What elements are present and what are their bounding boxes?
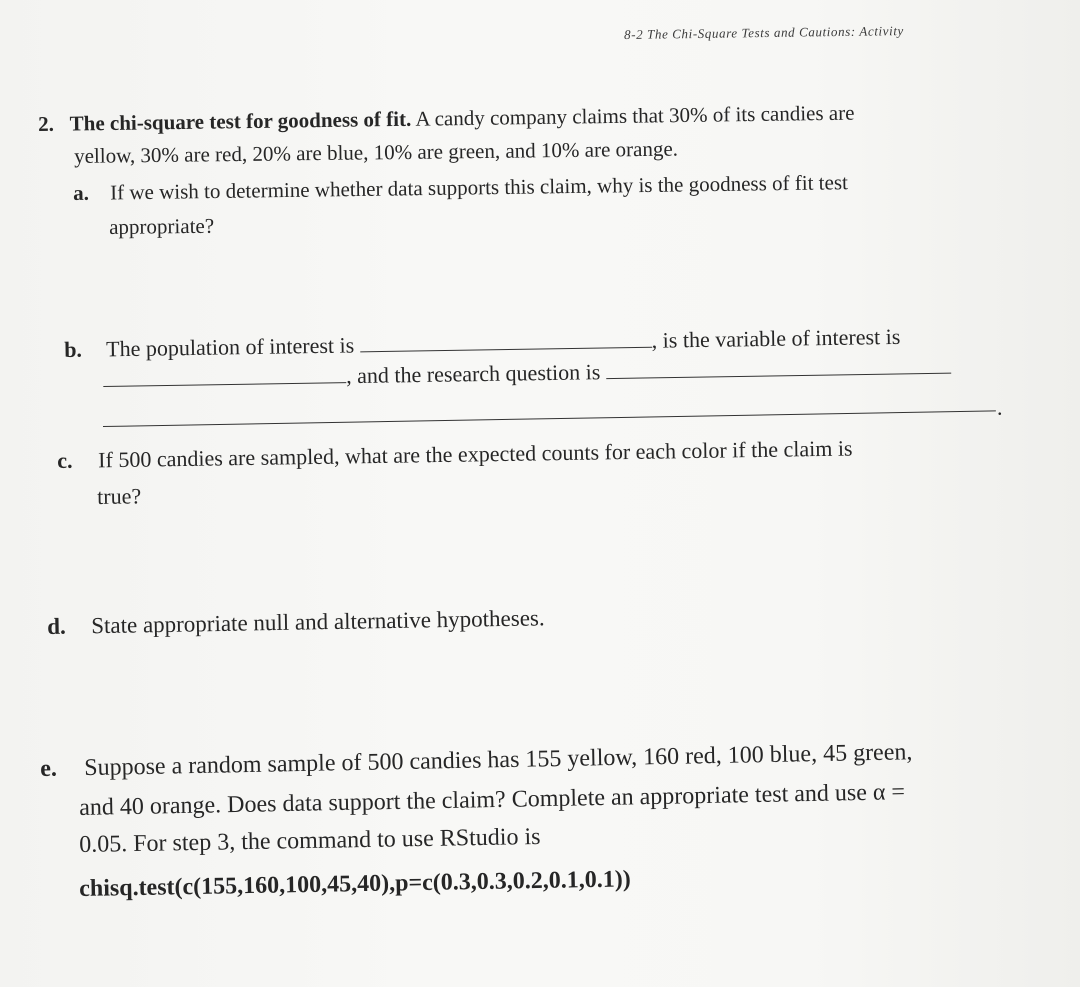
variable-blank[interactable]: [103, 381, 346, 387]
running-header: 8-2 The Chi-Square Tests and Cautions: Activity: [624, 23, 904, 42]
part-e-line-2: [79, 779, 905, 822]
part-b-text-3: , and the research question is: [345, 359, 601, 389]
rstudio-command-text: chisq.test(c(155,160,100,45,40),p=c(0.3,0.3,0.2,0.1,0.1)): [79, 866, 631, 902]
part-c-text-1: If 500 candies are sampled, what are the expected counts for each color if the claim is: [97, 435, 853, 473]
question-intro-line-2: [74, 137, 678, 169]
research-question-blank-2[interactable]: [103, 410, 996, 427]
part-d-line-1: [47, 605, 545, 640]
part-d-text-1: State appropriate null and alternative hypotheses.: [90, 605, 545, 639]
rstudio-command: [79, 866, 631, 903]
part-e-line-3: [79, 824, 541, 859]
part-e-label: e.: [40, 755, 58, 782]
part-a-line-1: [73, 170, 848, 206]
question-title-line: [38, 101, 855, 137]
population-blank[interactable]: [360, 346, 652, 353]
part-e-text-1: Suppose a random sample of 500 candies has 155 yellow, 160 red, 100 blue, 45 green,: [83, 739, 913, 782]
question-title: The chi-square test for goodness of fit.: [69, 106, 412, 136]
part-a-text-1: If we wish to determine whether data supports this claim, why is the goodness of fit test: [109, 170, 849, 205]
research-question-blank-1[interactable]: [606, 372, 951, 379]
part-b-text-1: The population of interest is: [105, 332, 355, 362]
part-a-label: a.: [73, 180, 90, 205]
part-c-line-1: [57, 436, 853, 474]
part-a-line-2: [109, 214, 214, 240]
part-e-text-3: 0.05. For step 3, the command to use RStudio is: [79, 823, 541, 858]
question-intro-2: yellow, 30% are red, 20% are blue, 10% are green, and 10% are orange.: [74, 136, 679, 168]
part-e-text-2: and 40 orange. Does data support the claim? Complete an appropriate test and use α =: [79, 779, 906, 821]
part-d-label: d.: [47, 613, 66, 639]
part-b-text-2: , is the variable of interest is: [651, 323, 901, 353]
question-number: 2.: [38, 111, 55, 136]
part-a-text-2: appropriate?: [109, 213, 215, 239]
part-c-line-2: [97, 483, 141, 510]
part-b-label: b.: [64, 336, 83, 362]
part-c-label: c.: [57, 447, 73, 473]
part-c-text-2: true?: [97, 483, 142, 509]
part-e-line-1: [40, 739, 913, 783]
part-b-end: .: [997, 395, 1003, 420]
question-intro-1: A candy company claims that 30% of its candies are: [415, 100, 855, 131]
